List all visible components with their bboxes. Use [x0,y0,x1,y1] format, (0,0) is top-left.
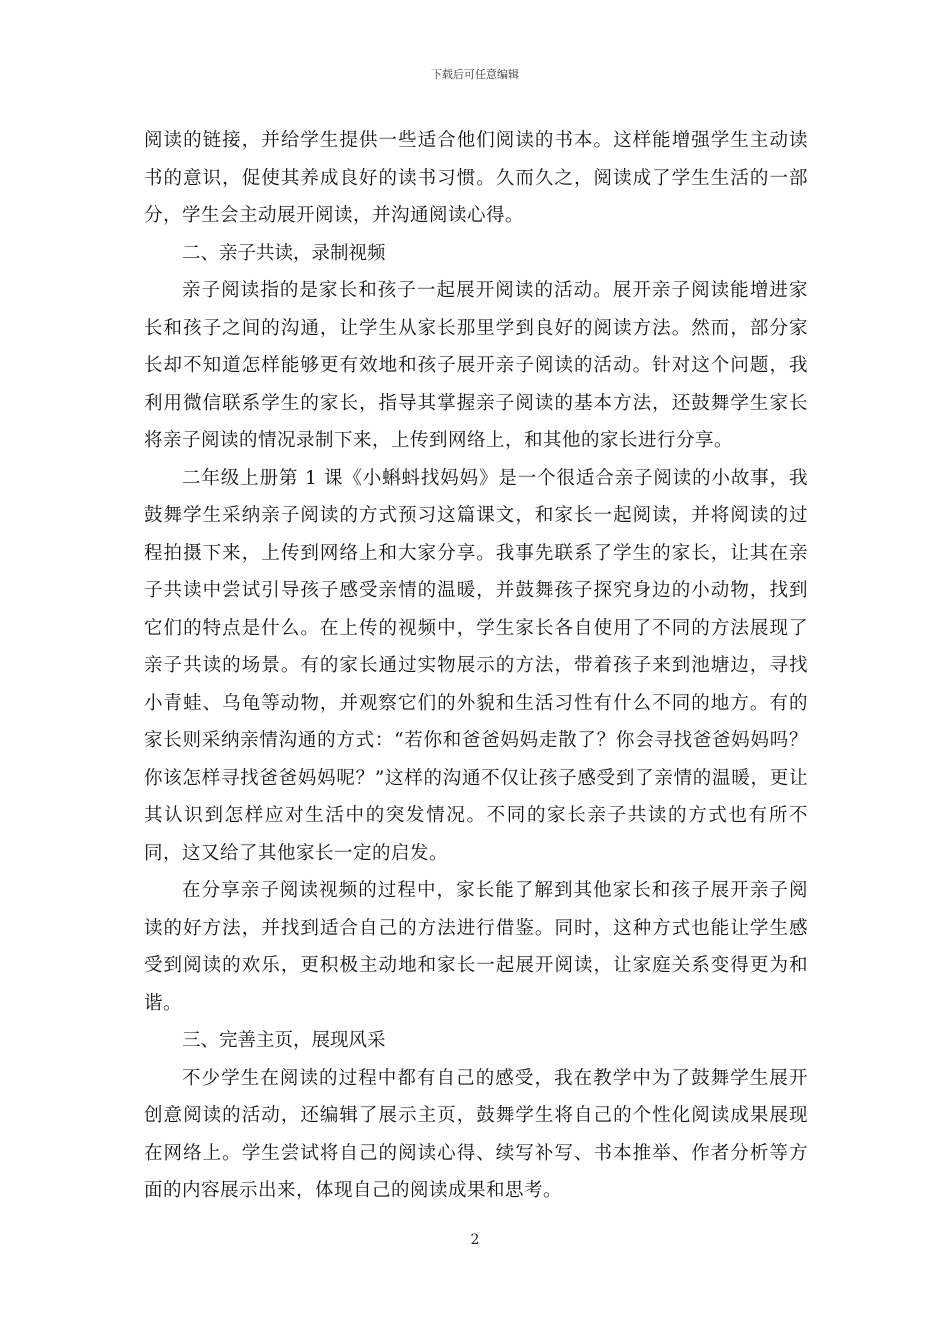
paragraph-continuation: 阅读的链接，并给学生提供一些适合他们阅读的书本。这样能增强学生主动读书的意识，促使其养成良好的读书习惯。久而久之，阅读成了学生生活的一部分，学生会主动展开阅读，并沟通阅读心得。 [144,130,808,226]
paragraph-tadpole-lesson: 二年级上册第 1 课《小蝌蚪找妈妈》是一个很适合亲子阅读的小故事，我鼓舞学生采纳亲子阅读的方式预习这篇课文，和家长一起阅读，并将阅读的过程拍摄下来，上传到网络上和大家分享。我事先联系了学生的家长，让其在亲子共读中尝试引导孩子感受亲情的温暖，并鼓舞孩子探究身边的小动物，找到它们的特点是什么。在上传的视频中，学生家长各自使用了不同的方法展现了亲子共读的场景。有的家长通过实物展示的方法，带着孩子来到池塘边，寻找小青蛙、乌龟等动物，并观察它们的外貌和生活习性有什么不同的地方。有的家长则采纳亲情沟通的方式：“若你和爸爸妈妈走散了？你会寻找爸爸妈妈吗？你该怎样寻找爸爸妈妈呢？”这样的沟通不仅让孩子感受到了亲情的温暖，更让其认识到怎样应对生活中的突发情况。不同的家长亲子共读的方式也有所不同，这又给了其他家长一定的启发。 [144,467,808,864]
section-heading-2: 二、亲子共读，录制视频 [182,242,386,264]
page-header: 下载后可任意编辑 [431,68,519,81]
document-body [144,122,808,1210]
paragraph-homepage: 不少学生在阅读的过程中都有自己的感受，我在教学中为了鼓舞学生展开创意阅读的活动，还编辑了展示主页，鼓舞学生将自己的个性化阅读成果展现在网络上。学生尝试将自己的阅读心得、续写补写、书本推举、作者分析等方面的内容展示出来，体现自己的阅读成果和思考。 [144,1067,808,1201]
section-heading-3: 三、完善主页，展现风采 [182,1030,386,1051]
page-number: 2 [470,1232,480,1248]
paragraph-parent-child-reading: 亲子阅读指的是家长和孩子一起展开阅读的活动。展开亲子阅读能增进家长和孩子之间的沟通，让学生从家长那里学到良好的阅读方法。然而，部分家长却不知道怎样能够更有效地和孩子展开亲子阅读的活动。针对这个问题，我利用微信联系学生的家长，指导其掌握亲子阅读的基本方法，还鼓舞学生家长将亲子阅读的情况录制下来，上传到网络上，和其他的家长进行分享。 [144,280,808,451]
paragraph-video-sharing: 在分享亲子阅读视频的过程中，家长能了解到其他家长和孩子展开亲子阅读的好方法，并找到适合自己的方法进行借鉴。同时，这种方式也能让学生感受到阅读的欢乐，更积极主动地和家长一起展开阅读，让家庭关系变得更为和谐。 [144,880,808,1014]
